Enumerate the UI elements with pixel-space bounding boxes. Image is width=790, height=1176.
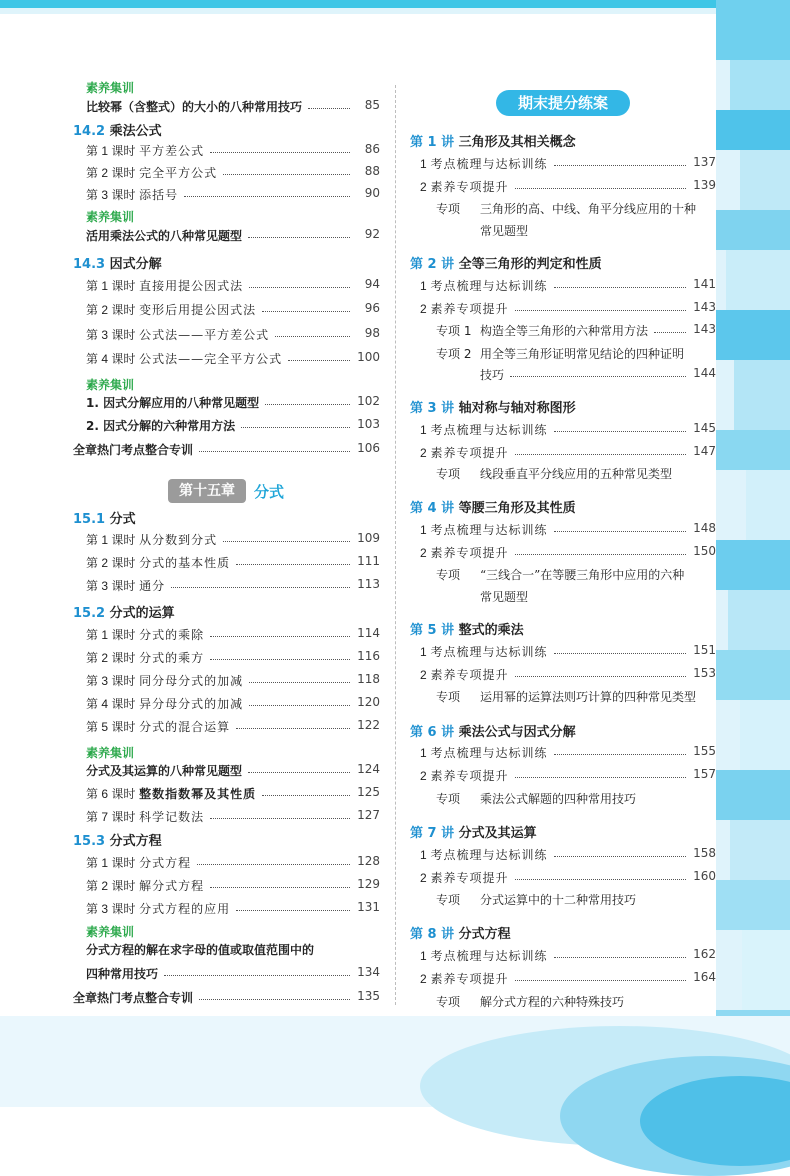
item-number: 2 — [420, 972, 427, 986]
page-number: 106 — [357, 441, 380, 455]
leader-dots — [210, 659, 350, 660]
leader-dots — [515, 777, 686, 778]
leader-dots — [554, 287, 686, 288]
leader-dots — [554, 957, 686, 958]
lecture-heading[interactable] — [410, 721, 576, 740]
page-number: 124 — [357, 762, 380, 776]
page-number: 164 — [693, 970, 716, 984]
item-title: 考点梳理与达标训练 — [430, 523, 548, 537]
page-number: 134 — [357, 965, 380, 979]
item-number: 2 — [420, 546, 427, 560]
lesson-title: 分式的乘方 — [139, 651, 205, 665]
special-label: 专项 — [436, 568, 461, 582]
lesson-title: 同分母分式的加减 — [139, 674, 244, 688]
toc-item[interactable]: 2. 因式分解的六种常用方法 — [86, 419, 236, 433]
chapter-15-title[interactable]: 分式 — [254, 483, 285, 501]
lesson-item[interactable] — [86, 531, 217, 548]
lesson-number: 第 2 课时 — [86, 651, 136, 665]
lesson-title: 添括号 — [139, 188, 179, 202]
leader-dots — [223, 174, 350, 175]
lesson-title: 直接用提公因式法 — [139, 279, 244, 293]
toc-item[interactable]: 1. 因式分解应用的八种常见题型 — [86, 396, 260, 410]
lecture-name: 分式及其运算 — [458, 826, 537, 841]
toc-item[interactable]: 比较幂（含整式）的大小的八种常用技巧 — [86, 100, 303, 114]
lesson-number: 第 6 课时 — [86, 787, 136, 801]
page-number: 85 — [364, 98, 380, 112]
lesson-title: 公式法——平方差公式 — [139, 328, 270, 342]
leader-dots — [171, 587, 350, 588]
item-title: 素养专项提升 — [430, 972, 509, 986]
page-number: 151 — [693, 643, 716, 657]
page-number: 150 — [693, 544, 716, 558]
page-number: 158 — [693, 846, 716, 860]
lesson-number: 第 1 课时 — [86, 856, 136, 870]
leader-dots — [199, 999, 350, 1000]
lecture-heading[interactable] — [410, 131, 576, 150]
item-title: 素养专项提升 — [430, 769, 509, 783]
page-number: 102 — [357, 394, 380, 408]
leader-dots — [554, 754, 686, 755]
special-topic[interactable]: 构造全等三角形的六种常用方法 — [480, 324, 649, 338]
item-number: 2 — [420, 180, 427, 194]
leader-dots — [308, 108, 350, 109]
toc-item[interactable]: 分式方程的解在求字母的值或取值范围中的 — [86, 943, 315, 957]
lecture-number: 第 1 讲 — [410, 135, 455, 150]
final-practice-badge[interactable]: 期末提分练案 — [496, 90, 630, 116]
page-number: 129 — [357, 877, 380, 891]
lesson-number: 第 1 课时 — [86, 144, 136, 158]
lecture-name: 分式方程 — [458, 927, 511, 942]
special-label: 专项 2 — [436, 347, 472, 361]
lecture-name: 整式的乘法 — [458, 623, 524, 638]
lecture-number: 第 5 讲 — [410, 623, 455, 638]
item-number: 2 — [420, 446, 427, 460]
item-title: 素养专项提升 — [430, 446, 509, 460]
lesson-number: 第 3 课时 — [86, 579, 136, 593]
lesson-title: 平方差公式 — [139, 144, 205, 158]
lesson-item[interactable] — [86, 142, 204, 159]
lesson-item[interactable] — [86, 854, 191, 871]
item-number: 1 — [420, 746, 427, 760]
page-number: 96 — [364, 301, 380, 315]
special-topic[interactable]: 技巧 — [480, 368, 505, 382]
section-name: 因式分解 — [109, 257, 162, 272]
special-topic[interactable]: 乘法公式解题的四种常用技巧 — [480, 792, 637, 806]
item-number: 1 — [420, 157, 427, 171]
page-number: 100 — [357, 350, 380, 364]
training-tag: 素养集训 — [86, 210, 135, 224]
leader-dots — [510, 376, 686, 377]
lesson-title: 科学记数法 — [139, 810, 205, 824]
page-number: 122 — [357, 718, 380, 732]
page-number: 145 — [693, 421, 716, 435]
section-number: 14.2 — [73, 124, 106, 139]
lecture-item[interactable] — [420, 947, 548, 964]
leader-dots — [236, 910, 350, 911]
page-number: 153 — [693, 666, 716, 680]
page-number: 135 — [357, 989, 380, 1003]
lesson-title: 从分数到分式 — [139, 533, 218, 547]
lesson-title: 整数指数幂及其性质 — [139, 787, 257, 801]
leader-dots — [288, 360, 350, 361]
page-number: 94 — [364, 277, 380, 291]
special-topic[interactable]: 运用幂的运算法则巧计算的四种常见类型 — [480, 690, 697, 704]
lesson-item[interactable] — [86, 626, 204, 643]
section-heading[interactable] — [73, 508, 136, 527]
lesson-item[interactable] — [86, 326, 269, 343]
lesson-title: 分式的乘除 — [139, 628, 205, 642]
special-topic[interactable]: “三线合一”在等腰三角形中应用的六种 — [480, 568, 685, 582]
item-number: 2 — [420, 668, 427, 682]
top-accent-fade — [0, 8, 790, 14]
item-title: 考点梳理与达标训练 — [430, 746, 548, 760]
lesson-title: 分式方程的应用 — [139, 902, 231, 916]
leader-dots — [249, 287, 350, 288]
training-tag: 素养集训 — [86, 81, 135, 95]
leader-dots — [236, 728, 350, 729]
special-topic[interactable]: 用全等三角形证明常见结论的四种证明 — [480, 347, 685, 361]
leader-dots — [199, 451, 350, 452]
chapter-15-badge[interactable]: 第十五章 — [168, 479, 246, 503]
special-label: 专项 — [436, 467, 461, 481]
leader-dots — [248, 772, 350, 773]
leader-dots — [554, 531, 686, 532]
column-divider — [395, 85, 396, 1005]
special-label: 专项 — [436, 792, 461, 806]
lesson-item[interactable] — [86, 301, 256, 318]
item-number: 1 — [420, 645, 427, 659]
item-title: 考点梳理与达标训练 — [430, 848, 548, 862]
lecture-number: 第 3 讲 — [410, 401, 455, 416]
lecture-heading[interactable] — [410, 822, 537, 841]
page-number: 125 — [357, 785, 380, 799]
leader-dots — [262, 795, 350, 796]
lecture-item[interactable] — [420, 300, 509, 317]
page-number: 86 — [364, 142, 380, 156]
lecture-item[interactable] — [420, 767, 509, 784]
leader-dots — [210, 818, 350, 819]
lesson-title: 变形后用提公因式法 — [139, 303, 257, 317]
lesson-item[interactable] — [86, 577, 165, 594]
item-number: 2 — [420, 871, 427, 885]
page-number: 109 — [357, 531, 380, 545]
special-topic[interactable]: 三角形的高、中线、角平分线应用的十种 — [480, 202, 697, 216]
page-number: 114 — [357, 626, 380, 640]
page-number: 103 — [357, 417, 380, 431]
page-number: 144 — [693, 366, 716, 380]
section-number: 15.1 — [73, 512, 106, 527]
page-number: 88 — [364, 164, 380, 178]
special-label: 专项 — [436, 995, 461, 1009]
lecture-item[interactable] — [420, 869, 509, 886]
lesson-item[interactable] — [86, 785, 256, 802]
right-decorative-stripes — [716, 0, 790, 1107]
lesson-number: 第 2 课时 — [86, 303, 136, 317]
leader-dots — [249, 705, 350, 706]
special-label: 专项 — [436, 893, 461, 907]
lecture-name: 全等三角形的判定和性质 — [458, 257, 602, 272]
top-accent-bar — [0, 0, 790, 8]
lesson-number: 第 1 课时 — [86, 279, 136, 293]
lecture-heading[interactable] — [410, 397, 576, 416]
lesson-number: 第 1 课时 — [86, 628, 136, 642]
leader-dots — [515, 980, 686, 981]
leader-dots — [554, 856, 686, 857]
page-number: 92 — [364, 227, 380, 241]
lesson-item[interactable] — [86, 877, 204, 894]
lesson-number: 第 3 课时 — [86, 902, 136, 916]
item-title: 素养专项提升 — [430, 180, 509, 194]
leader-dots — [515, 310, 686, 311]
section-name: 分式 — [109, 512, 136, 527]
lecture-item[interactable] — [420, 444, 509, 461]
item-number: 2 — [420, 769, 427, 783]
leader-dots — [164, 975, 350, 976]
item-title: 考点梳理与达标训练 — [430, 949, 548, 963]
lecture-item[interactable] — [420, 643, 548, 660]
page-number: 116 — [357, 649, 380, 663]
leader-dots — [515, 188, 686, 189]
section-heading[interactable] — [73, 602, 175, 621]
page-number: 111 — [357, 554, 380, 568]
toc-item[interactable]: 四种常用技巧 — [86, 967, 159, 981]
section-heading[interactable] — [73, 253, 162, 272]
lecture-number: 第 6 讲 — [410, 725, 455, 740]
lecture-name: 三角形及其相关概念 — [458, 135, 576, 150]
lesson-title: 分式的基本性质 — [139, 556, 231, 570]
lesson-item[interactable] — [86, 164, 217, 181]
lesson-number: 第 1 课时 — [86, 533, 136, 547]
item-number: 1 — [420, 523, 427, 537]
lesson-number: 第 2 课时 — [86, 166, 136, 180]
page-number: 113 — [357, 577, 380, 591]
section-heading[interactable] — [73, 120, 162, 139]
lesson-title: 异分母分式的加减 — [139, 697, 244, 711]
item-title: 考点梳理与达标训练 — [430, 157, 548, 171]
lesson-item[interactable] — [86, 649, 204, 666]
lesson-number: 第 7 课时 — [86, 810, 136, 824]
section-name: 分式的运算 — [109, 606, 175, 621]
page-number: 160 — [693, 869, 716, 883]
toc-item[interactable]: 活用乘法公式的八种常见题型 — [86, 229, 243, 243]
lecture-item[interactable] — [420, 421, 548, 438]
item-title: 素养专项提升 — [430, 302, 509, 316]
lecture-heading[interactable] — [410, 619, 524, 638]
lesson-number: 第 2 课时 — [86, 556, 136, 570]
page-number: 127 — [357, 808, 380, 822]
leader-dots — [210, 152, 350, 153]
lesson-title: 分式方程 — [139, 856, 192, 870]
lesson-number: 第 2 课时 — [86, 879, 136, 893]
section-heading[interactable] — [73, 830, 162, 849]
special-topic[interactable]: 解分式方程的六种特殊技巧 — [480, 995, 625, 1009]
lesson-item[interactable] — [86, 554, 230, 571]
lesson-item[interactable] — [86, 672, 243, 689]
leader-dots — [554, 653, 686, 654]
lesson-number: 第 3 课时 — [86, 188, 136, 202]
lesson-title: 解分式方程 — [139, 879, 205, 893]
section-number: 15.3 — [73, 834, 106, 849]
lesson-number: 第 4 课时 — [86, 352, 136, 366]
page-number: 143 — [693, 300, 716, 314]
page-number: 139 — [693, 178, 716, 192]
special-topic[interactable]: 分式运算中的十二种常用技巧 — [480, 893, 637, 907]
lesson-item[interactable] — [86, 277, 243, 294]
lecture-item[interactable] — [420, 277, 548, 294]
leader-dots — [249, 682, 350, 683]
lecture-item[interactable] — [420, 744, 548, 761]
section-name: 分式方程 — [109, 834, 162, 849]
item-title: 考点梳理与达标训练 — [430, 423, 548, 437]
toc-item[interactable]: 分式及其运算的八种常见题型 — [86, 764, 243, 778]
page-number: 148 — [693, 521, 716, 535]
item-title: 素养专项提升 — [430, 546, 509, 560]
lecture-item[interactable] — [420, 544, 509, 561]
training-tag: 素养集训 — [86, 925, 135, 939]
page-number: 120 — [357, 695, 380, 709]
lesson-item[interactable] — [86, 350, 282, 367]
leader-dots — [554, 165, 686, 166]
leader-dots — [515, 454, 686, 455]
lesson-item[interactable] — [86, 718, 230, 735]
section-number: 14.3 — [73, 257, 106, 272]
lecture-heading[interactable] — [410, 497, 576, 516]
leader-dots — [184, 196, 350, 197]
item-title: 素养专项提升 — [430, 871, 509, 885]
leader-dots — [275, 336, 350, 337]
lecture-item[interactable] — [420, 155, 548, 172]
item-title: 考点梳理与达标训练 — [430, 279, 548, 293]
page-number: 137 — [693, 155, 716, 169]
lecture-name: 轴对称与轴对称图形 — [458, 401, 576, 416]
item-title: 素养专项提升 — [430, 668, 509, 682]
toc-item[interactable]: 全章热门考点整合专训 — [73, 443, 194, 457]
lecture-item[interactable] — [420, 178, 509, 195]
leader-dots — [236, 564, 350, 565]
leader-dots — [241, 427, 350, 428]
leader-dots — [265, 404, 350, 405]
lecture-heading[interactable] — [410, 923, 511, 942]
toc-item[interactable]: 全章热门考点整合专训 — [73, 991, 194, 1005]
item-number: 1 — [420, 848, 427, 862]
leader-dots — [515, 554, 686, 555]
lesson-item[interactable] — [86, 900, 230, 917]
item-number: 2 — [420, 302, 427, 316]
special-label: 专项 1 — [436, 324, 472, 338]
item-number: 1 — [420, 423, 427, 437]
lecture-number: 第 4 讲 — [410, 501, 455, 516]
lesson-title: 完全平方公式 — [139, 166, 218, 180]
leader-dots — [223, 541, 350, 542]
lesson-item[interactable] — [86, 695, 243, 712]
leader-dots — [210, 636, 350, 637]
lecture-item[interactable] — [420, 970, 509, 987]
lecture-item[interactable] — [420, 846, 548, 863]
lesson-number: 第 3 课时 — [86, 328, 136, 342]
training-tag: 素养集训 — [86, 746, 135, 760]
page-number: 155 — [693, 744, 716, 758]
page-number: 90 — [364, 186, 380, 200]
lecture-number: 第 8 讲 — [410, 927, 455, 942]
item-number: 1 — [420, 279, 427, 293]
lesson-title: 公式法——完全平方公式 — [139, 352, 283, 366]
page-number: 143 — [693, 322, 716, 336]
item-number: 1 — [420, 949, 427, 963]
lecture-name: 等腰三角形及其性质 — [458, 501, 576, 516]
lecture-number: 第 2 讲 — [410, 257, 455, 272]
special-topic[interactable]: 常见题型 — [480, 224, 529, 238]
leader-dots — [515, 879, 686, 880]
page-number: 131 — [357, 900, 380, 914]
leader-dots — [515, 676, 686, 677]
lesson-number: 第 3 课时 — [86, 674, 136, 688]
page-number: 162 — [693, 947, 716, 961]
leader-dots — [262, 311, 350, 312]
leader-dots — [248, 237, 350, 238]
lesson-title: 通分 — [139, 579, 166, 593]
page-number: 147 — [693, 444, 716, 458]
lecture-item[interactable] — [420, 521, 548, 538]
lesson-item[interactable] — [86, 186, 178, 203]
lesson-item[interactable] — [86, 808, 204, 825]
lesson-number: 第 4 课时 — [86, 697, 136, 711]
lecture-name: 乘法公式与因式分解 — [458, 725, 576, 740]
page-number: 141 — [693, 277, 716, 291]
leader-dots — [197, 864, 350, 865]
item-title: 考点梳理与达标训练 — [430, 645, 548, 659]
leader-dots — [210, 887, 350, 888]
page-number: 118 — [357, 672, 380, 686]
lecture-number: 第 7 讲 — [410, 826, 455, 841]
lesson-title: 分式的混合运算 — [139, 720, 231, 734]
lesson-number: 第 5 课时 — [86, 720, 136, 734]
page-number: 128 — [357, 854, 380, 868]
special-topic[interactable]: 线段垂直平分线应用的五种常见类型 — [480, 467, 673, 481]
special-label: 专项 — [436, 202, 461, 216]
section-number: 15.2 — [73, 606, 106, 621]
leader-dots — [554, 431, 686, 432]
lecture-heading[interactable] — [410, 253, 602, 272]
section-name: 乘法公式 — [109, 124, 162, 139]
lecture-item[interactable] — [420, 666, 509, 683]
page-number: 98 — [364, 326, 380, 340]
page-number: 157 — [693, 767, 716, 781]
special-label: 专项 — [436, 690, 461, 704]
leader-dots — [654, 332, 686, 333]
bottom-wave-band — [0, 1016, 790, 1107]
special-topic[interactable]: 常见题型 — [480, 590, 529, 604]
training-tag: 素养集训 — [86, 378, 135, 392]
